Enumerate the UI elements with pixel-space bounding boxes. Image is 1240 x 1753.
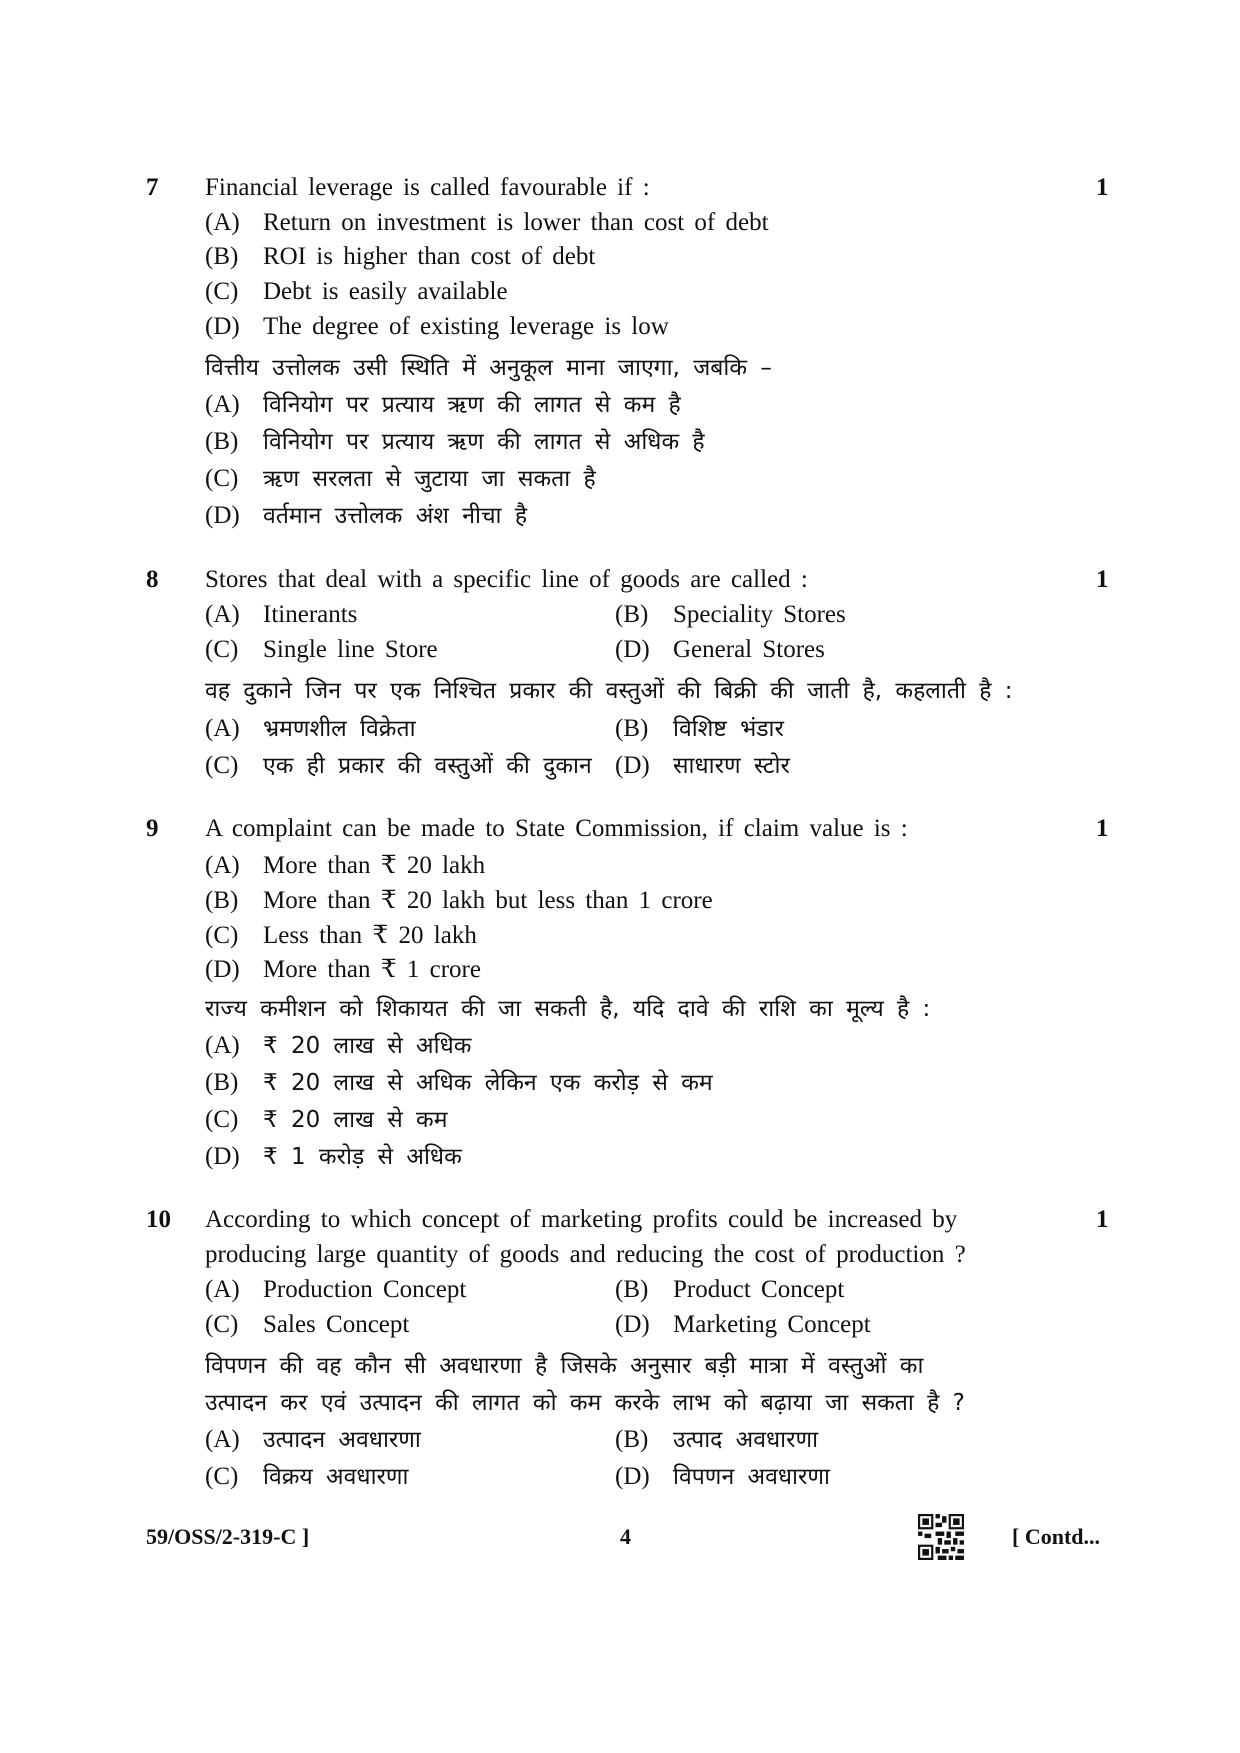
question-stem-hi: वित्तीय उत्तोलक उसी स्थिति में अनुकूल माना जाएगा, जबकि –	[205, 355, 772, 381]
option-hi-b: (B) उत्पाद अवधारणा	[615, 1426, 819, 1453]
question-marks: 1	[1096, 566, 1109, 593]
option-hi-c: (C) विक्रय अवधारणा	[205, 1463, 409, 1490]
option-en-c: (C) Debt is easily available	[205, 278, 508, 305]
option-en-d: (D) The degree of existing leverage is low	[205, 313, 669, 340]
option-hi-d: (D) ₹ 1 करोड़ से अधिक	[205, 1143, 462, 1170]
page-number: 4	[620, 1524, 631, 1549]
option-en-a: (A) Production Concept	[205, 1276, 467, 1303]
option-en-b: (B) Product Concept	[615, 1276, 845, 1303]
question-marks: 1	[1096, 174, 1109, 201]
option-en-b: (B) ROI is higher than cost of debt	[205, 243, 596, 270]
question-stem-hi-cont: उत्पादन कर एवं उत्पादन की लागत को कम करके लाभ को बढ़ाया जा सकता है ?	[205, 1390, 965, 1416]
question-stem-en: Financial leverage is called favourable if :	[205, 174, 650, 201]
question-stem-hi: वह दुकाने जिन पर एक निश्चित प्रकार की वस्तुओं की बिक्री की जाती है, कहलाती है :	[205, 678, 1013, 704]
paper-code: 59/OSS/2-319-C ]	[146, 1524, 310, 1549]
question-marks: 1	[1096, 1206, 1109, 1233]
option-hi-a: (A) विनियोग पर प्रत्याय ऋण की लागत से कम है	[205, 391, 681, 418]
option-hi-d: (D) साधारण स्टोर	[615, 752, 790, 779]
question-number: 8	[146, 566, 159, 593]
continued-label: [ Contd...	[1012, 1524, 1101, 1549]
option-hi-a: (A) उत्पादन अवधारणा	[205, 1426, 421, 1453]
question-marks: 1	[1096, 815, 1109, 842]
option-hi-a: (A) ₹ 20 लाख से अधिक	[205, 1032, 472, 1059]
option-hi-b: (B) विशिष्ट भंडार	[615, 715, 784, 742]
question-number: 10	[146, 1206, 171, 1233]
option-en-b: (B) More than ₹ 20 lakh but less than 1 crore	[205, 887, 713, 914]
option-hi-c: (C) ऋण सरलता से जुटाया जा सकता है	[205, 465, 596, 492]
option-hi-d: (D) विपणन अवधारणा	[615, 1463, 830, 1490]
question-number: 9	[146, 815, 159, 842]
option-en-d: (D) General Stores	[615, 636, 825, 663]
option-hi-c: (C) एक ही प्रकार की वस्तुओं की दुकान	[205, 752, 592, 779]
option-en-a: (A) Itinerants	[205, 601, 358, 628]
option-hi-a: (A) भ्रमणशील विक्रेता	[205, 715, 416, 742]
question-stem-en: According to which concept of marketing profits could be increased by	[205, 1206, 958, 1233]
qr-code-icon	[918, 1514, 964, 1560]
question-number: 7	[146, 174, 159, 201]
question-stem-en-cont: producing large quantity of goods and reducing the cost of production ?	[205, 1241, 966, 1268]
option-en-c: (C) Sales Concept	[205, 1311, 410, 1338]
option-hi-c: (C) ₹ 20 लाख से कम	[205, 1106, 448, 1133]
question-stem-en: Stores that deal with a specific line of goods are called :	[205, 566, 808, 593]
option-hi-b: (B) ₹ 20 लाख से अधिक लेकिन एक करोड़ से कम	[205, 1069, 713, 1096]
option-en-d: (D) More than ₹ 1 crore	[205, 956, 481, 983]
option-en-a: (A) More than ₹ 20 lakh	[205, 852, 486, 879]
option-en-d: (D) Marketing Concept	[615, 1311, 871, 1338]
question-stem-en: A complaint can be made to State Commission, if claim value is :	[205, 815, 908, 842]
question-stem-hi: राज्य कमीशन को शिकायत की जा सकती है, यदि दावे की राशि का मूल्य है :	[205, 996, 931, 1022]
option-hi-b: (B) विनियोग पर प्रत्याय ऋण की लागत से अधिक है	[205, 428, 705, 455]
page-footer	[0, 1524, 1240, 1564]
option-hi-d: (D) वर्तमान उत्तोलक अंश नीचा है	[205, 502, 528, 529]
option-en-b: (B) Speciality Stores	[615, 601, 846, 628]
option-en-c: (C) Single line Store	[205, 636, 438, 663]
option-en-c: (C) Less than ₹ 20 lakh	[205, 922, 477, 949]
option-en-a: (A) Return on investment is lower than cost of debt	[205, 209, 769, 236]
question-stem-hi: विपणन की वह कौन सी अवधारणा है जिसके अनुसार बड़ी मात्रा में वस्तुओं का	[205, 1353, 924, 1379]
